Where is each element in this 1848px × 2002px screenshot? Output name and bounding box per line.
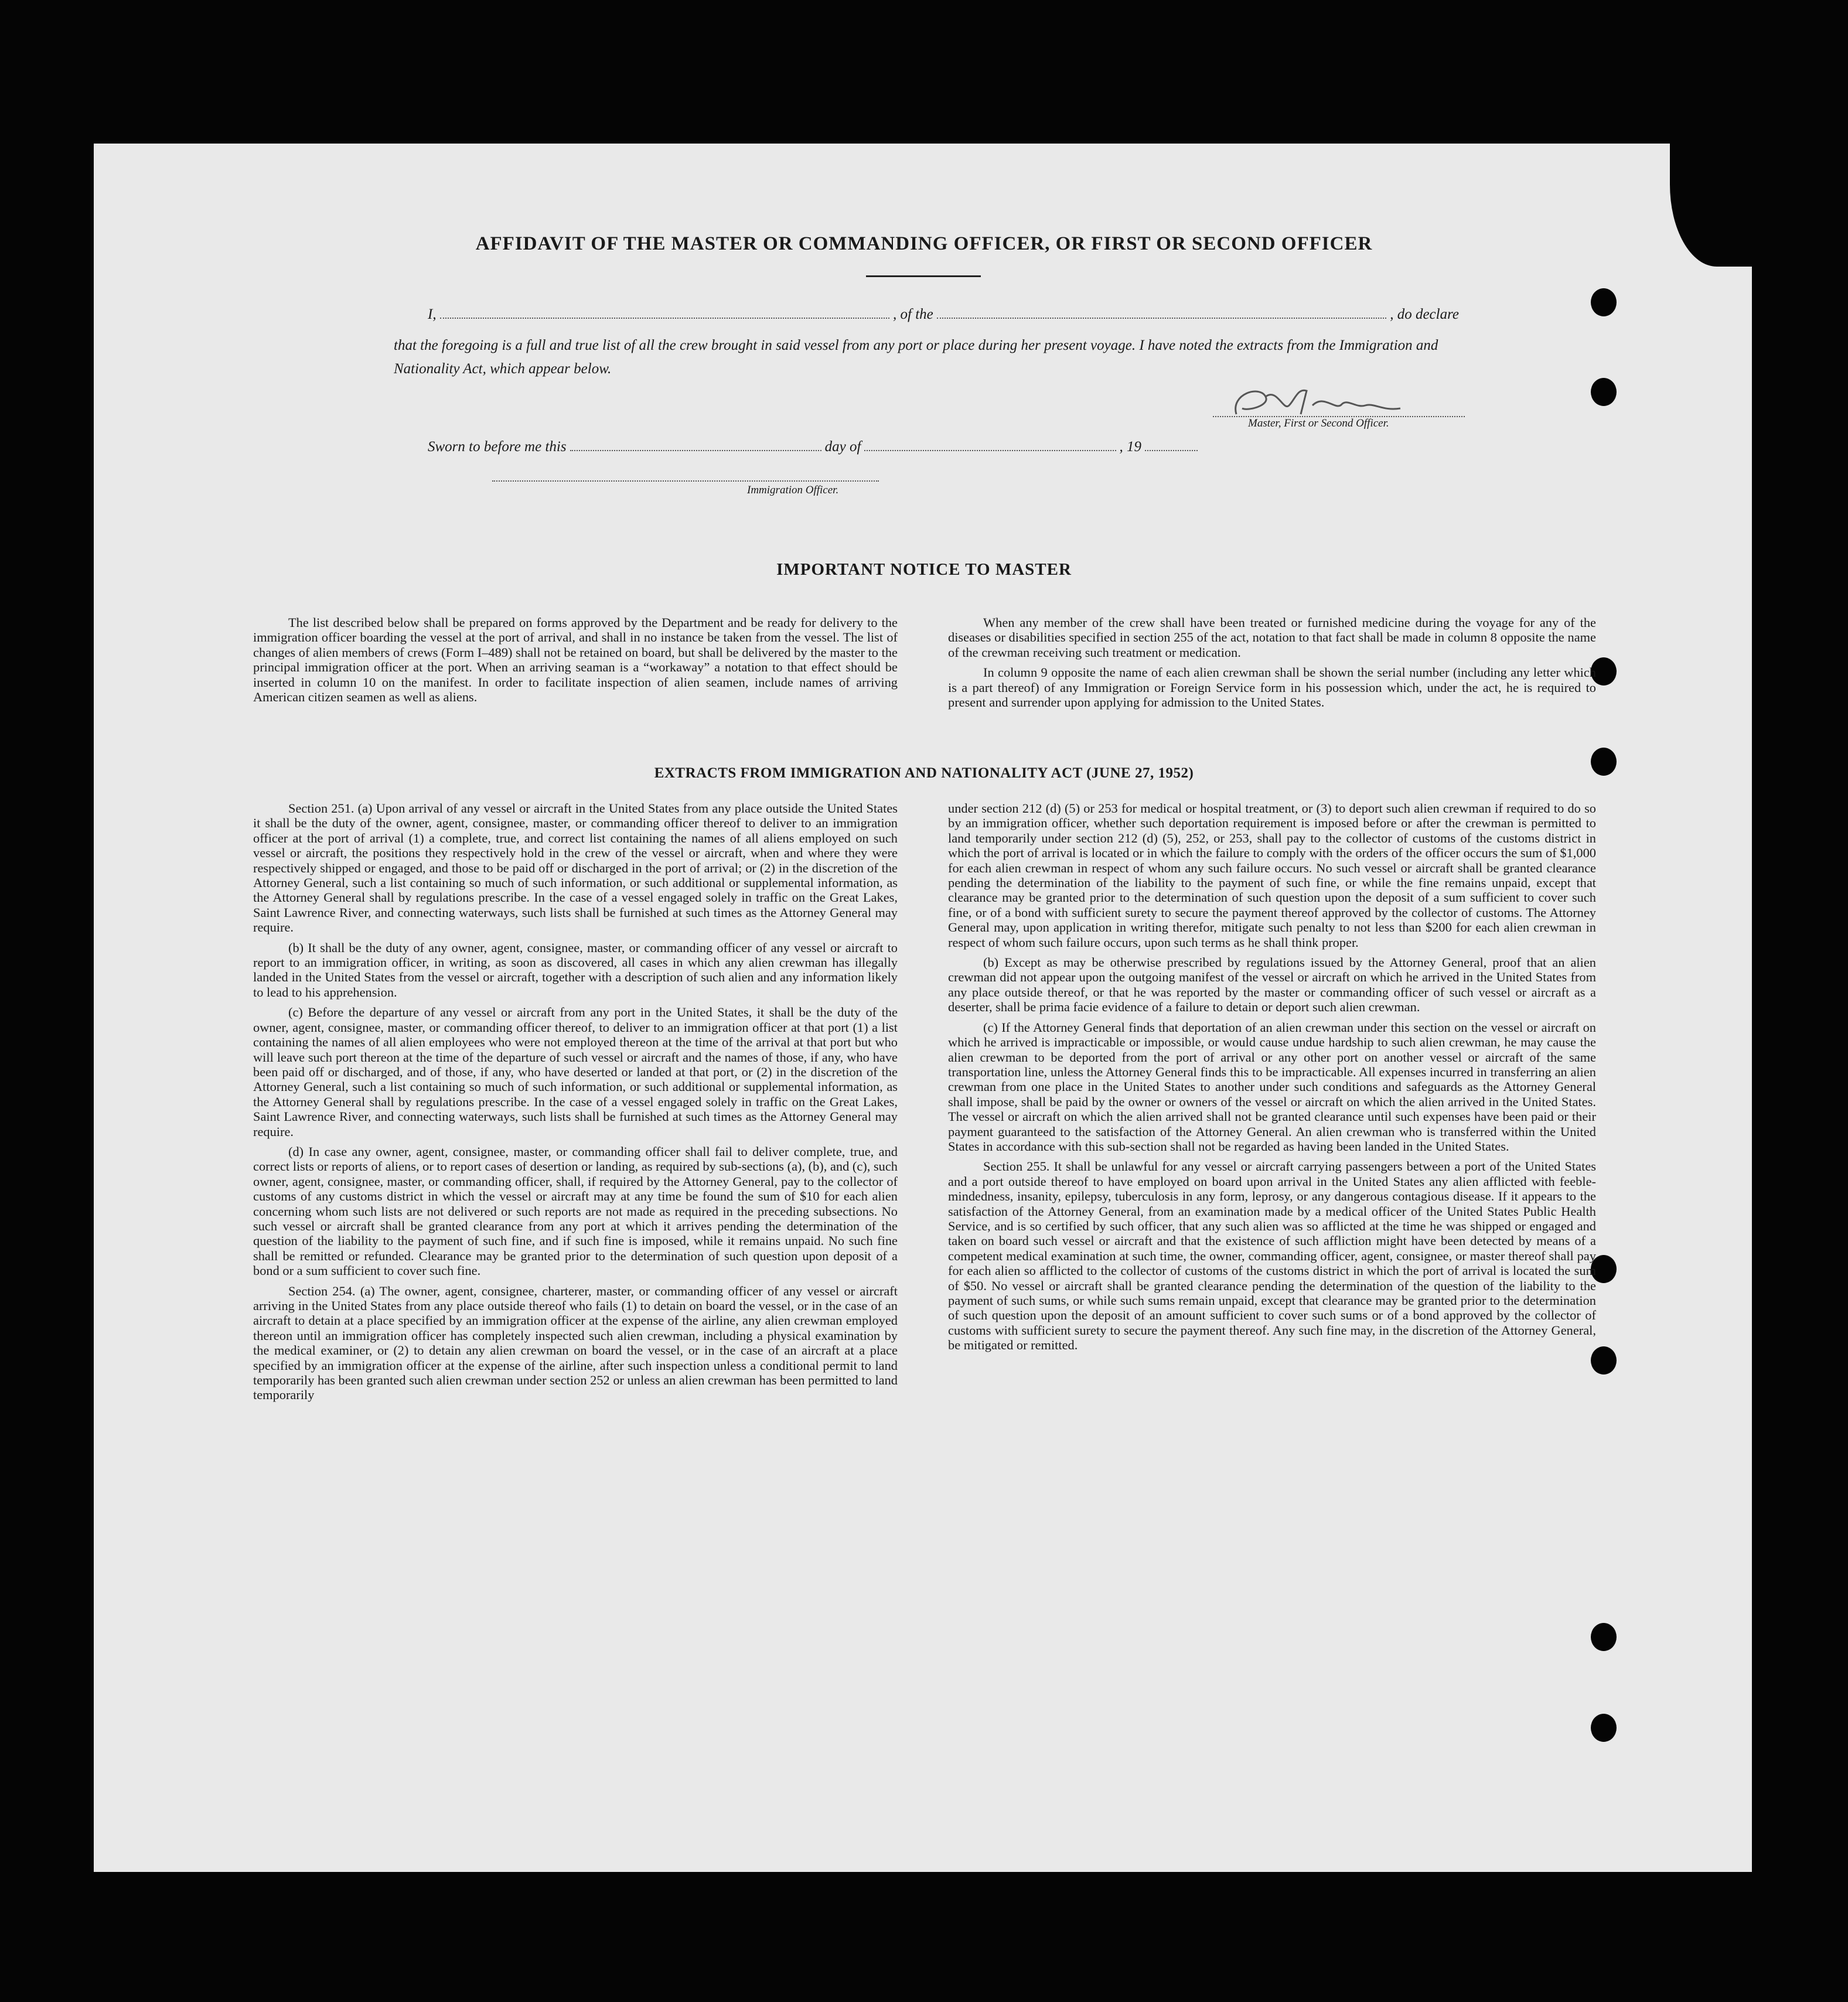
declaration-text: that the foregoing is a full and true list of all the crew brought in said vessel from any port or place during her present voyage. I have noted the extracts from the Immigration and Nationality Act, which appear below. [394, 337, 1438, 377]
declaration-fill-line [428, 306, 1459, 323]
extracts-title: EXTRACTS FROM IMMIGRATION AND NATIONALITY ACT (JUNE 27, 1952) [654, 765, 1194, 781]
extracts-left-column [253, 801, 898, 1408]
title-divider [866, 275, 981, 277]
signature-caption: Master, First or Second Officer. [1248, 417, 1389, 429]
act-paragraph: Section 255. It shall be unlawful for any vessel or aircraft carrying passengers between a port of the United States and a port outside thereof to have employed on board upon arrival in the United States any alien afflicted with feeble-mindedness, insanity, epilepsy, tuberculosis in any form, leprosy, or any dangerous contagious disease. If it appears to the satisfaction of the Attorney General, from an examination made by a medical officer of the United States Public Health Service, and is so certified by such officer, that any such alien was so afflicted at the time he was shipped or engaged and taken on board such vessel or aircraft and that the existence of such affliction might have been detected by means of a competent medical examination at such time, the owner, commanding officer, agent, consignee, or master thereof shall pay for each alien so afflicted to the collector of customs of the customs district in which the port of arrival is located the sum of $50. No vessel or aircraft shall be granted clearance pending the determination of the question of the liability to the payment of such sums, or while such sums remain unpaid, except that clearance may be granted prior to the determination of such question upon the deposit of an amount sufficient to cover such sums or of a bond approved by the collector of customs with sufficient surety to secure the payment thereof. Any such fine may, in the discretion of the Attorney General, be mitigated or remitted. [948, 1159, 1596, 1353]
year-blank[interactable] [1145, 438, 1198, 451]
notice-right-column [948, 615, 1596, 715]
notice-title: IMPORTANT NOTICE TO MASTER [776, 560, 1072, 579]
of-the-label: , of the [893, 306, 933, 322]
act-paragraph: (c) Before the departure of any vessel or aircraft from any port in the United States, it shall be the duty of the owner, agent, consignee, master, or commanding officer thereof, to deliver to an immigration officer at that port (1) a list containing the names of all alien employees who were not employed thereon at the time of the arrival at that port but who will leave such port thereon at the time of the departure of such vessel or aircraft and the names of those, if any, who have been paid off or discharged, and of those, if any, who have deserted or landed at that port, or (2) in the discretion of the Attorney General, such a list containing so much of such information, or such additional or supplemental information, as the Attorney General shall by regulations prescribe. In the case of a vessel engaged solely in traffic on the Great Lakes, Saint Lawrence River, and connecting waterways, such lists shall be furnished at such times as the Attorney General may require. [253, 1005, 898, 1139]
sworn-fill-line [428, 438, 1201, 455]
act-paragraph: (d) In case any owner, agent, consignee, master, or commanding officer shall fail to deliver complete, true, and correct lists or reports of aliens, or to report cases of desertion or landing, as required by sub-sections (a), (b), and (c), such owner, agent, consignee, master, or commanding officer, shall, if required by the Attorney General, pay to the collector of customs of any customs district in which the vessel or aircraft may at any time be found the sum of $10 for each alien concerning whom such lists are not delivered or such reports are not made as required in the preceding subsections. No such vessel or aircraft shall be granted clearance from any port at which it arrives pending the determination of the question of the liability to the payment of such fine, and if such fine is imposed, while it remains unpaid. No such fine shall be remitted or refunded. Clearance may be granted prior to the determination of such question upon deposit of a bond or a sum sufficient to cover such fine. [253, 1144, 898, 1278]
day-blank[interactable] [570, 438, 821, 451]
month-blank[interactable] [864, 438, 1116, 451]
do-declare-label: , do declare [1390, 306, 1459, 322]
act-paragraph: (b) It shall be the duty of any owner, agent, consignee, master, or commanding officer of any vessel or aircraft to report to an immigration officer, in writing, as soon as discovered, all cases in which any alien crewman has illegally landed in the United States from the vessel or aircraft, together with a description of such alien and any information likely to lead to his apprehension. [253, 940, 898, 1000]
punch-hole [1591, 1714, 1617, 1742]
act-paragraph: Section 254. (a) The owner, agent, consignee, charterer, master, or commanding officer of any vessel or aircraft arriving in the United States from any place outside thereof who fails (1) to detain on board the vessel, or in the case of an aircraft to detain at a place specified by an immigration officer at the expense of the airline, any alien crewman employed thereon until an immigration officer has completely inspected such alien crewman, including a physical examination by the medical examiner, or (2) to detain any alien crewman on board the vessel, or in the case of an aircraft at a place specified by an immigration officer at the expense of the airline, after such inspection unless a conditional permit to land temporarily has been granted such alien crewman under section 252 or unless an alien crewman has been permitted to land temporarily [253, 1283, 898, 1403]
punch-hole [1591, 378, 1617, 406]
notice-paragraph: In column 9 opposite the name of each alien crewman shall be shown the serial number (including any letter which is a part thereof) of any Immigration or Foreign Service form in his possession which, under the act, he is required to present and surrender upon applying for admission to the United States. [948, 665, 1596, 710]
vessel-blank[interactable] [937, 306, 1386, 319]
extracts-right-column [948, 801, 1596, 1358]
act-paragraph: under section 212 (d) (5) or 253 for medical or hospital treatment, or (3) to deport such alien crewman if required to do so by an immigration officer, whether such deportation requirement is imposed before or after the crewman is permitted to land temporarily under section 212 (d) (5), 252, or 253, shall pay to the collector of customs of the customs district in which the port of arrival is located or in which the failure to comply with the orders of the officer occurs the sum of $1,000 for each alien crewman in respect of whom any such failure occurs. No such vessel or aircraft shall be granted clearance pending the determination of the liability to the payment of such fine, or while the fine remains unpaid, except that clearance may be granted prior to the determination of such question upon the deposit of a sum sufficient to cover such fine, or of a bond with sufficient surety to secure the payment thereof approved by the collector of customs. The Attorney General may, upon application in writing therefor, mitigate such penalty to not less than $200 for each alien crewman in respect of whom such failure occurs, upon such terms as he shall think proper. [948, 801, 1596, 950]
notice-paragraph: When any member of the crew shall have been treated or furnished medicine during the voyage for any of the diseases or disabilities specified in section 255 of the act, notation to that fact shall be made in column 8 opposite the name of the crewman receiving such treatment or medication. [948, 615, 1596, 660]
sworn-label: Sworn to before me this [428, 439, 567, 455]
act-paragraph: (b) Except as may be otherwise prescribed by regulations issued by the Attorney General, proof that an alien crewman did not appear upon the outgoing manifest of the vessel or aircraft on which he arrived in the United States from any place outside thereof, or that he was reported by the master or commanding officer of such vessel or aircraft as a deserter, shall be prima facie evidence of a failure to detain or deport such alien crewman. [948, 955, 1596, 1015]
affidavit-title: AFFIDAVIT OF THE MASTER OR COMMANDING OFFICER, OR FIRST OR SECOND OFFICER [475, 233, 1373, 254]
i-label: I, [428, 306, 437, 322]
notice-paragraph: The list described below shall be prepared on forms approved by the Department and be ready for delivery to the immigration officer boarding the vessel at the port of arrival, and shall in no instance be taken from the vessel. The list of changes of alien members of crews (Form I–489) shall not be retained on board, but shall be delivered by the master to the principal immigration officer at the port. When an arriving seaman is a “workaway” a notation to that effect should be inserted in column 10 on the manifest. In order to facilitate inspection of alien seamen, include names of arriving American citizen seamen as well as aliens. [253, 615, 898, 705]
immigration-officer-caption: Immigration Officer. [747, 484, 839, 496]
notice-left-column [253, 615, 898, 710]
year-prefix: , 19 [1119, 439, 1142, 455]
day-of-label: day of [824, 439, 861, 455]
act-paragraph: (c) If the Attorney General finds that deportation of an alien crewman under this section on the vessel or aircraft on which he arrived is impracticable or impossible, or would cause undue hardship to such alien crewman, he may cause the alien crewman to be deported from the port of arrival or any other port on another vessel or aircraft of the same transportation line, unless the Attorney General finds this to be impracticable. All expenses incurred in transferring an alien crewman from one place in the United States to another under such conditions and safeguards as the Attorney General shall impose, shall be paid by the owner or owners of the vessel or aircraft on which the alien arrived in the United States. The vessel or aircraft on which the alien arrived shall not be granted clearance until such expenses have been paid or their payment guaranteed to the satisfaction of the Attorney General. An alien crewman who is transferred within the United States in accordance with this sub-section shall not be regarded as having been landed in the United States. [948, 1019, 1596, 1154]
immigration-officer-line[interactable] [492, 480, 879, 482]
name-blank[interactable] [440, 306, 889, 319]
punch-hole [1591, 1623, 1617, 1651]
act-paragraph: Section 251. (a) Upon arrival of any vessel or aircraft in the United States from any place outside the United States it shall be the duty of the owner, agent, consignee, master, or commanding officer thereof to deliver to an immigration officer at the port of arrival (1) a complete, true, and correct list containing the names of all aliens employed on such vessel or aircraft, the positions they respectively hold in the crew of the vessel or aircraft, when and where they were respectively shipped or engaged, and those to be paid off or discharged in the port of arrival; or (2) in the discretion of the Attorney General, such a list containing so much of such information, or such additional or supplemental information, as the Attorney General shall by regulations prescribe. In the case of a vessel engaged solely in traffic on the Great Lakes, Saint Lawrence River, and connecting waterways, such lists shall be furnished at such times as the Attorney General may require. [253, 801, 898, 935]
punch-hole [1591, 288, 1617, 316]
